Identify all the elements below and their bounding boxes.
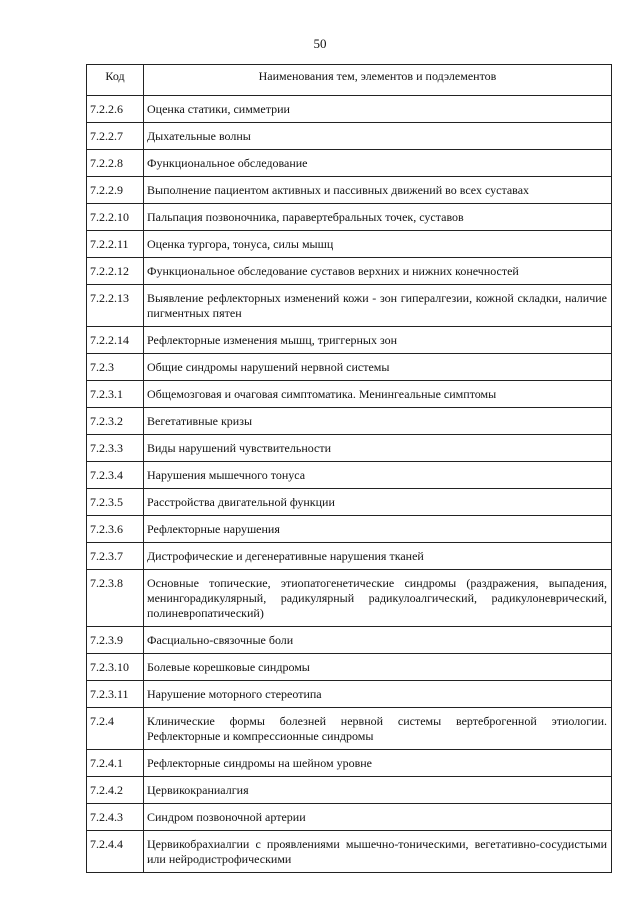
row-name: Вегетативные кризы [144,408,612,435]
row-name: Синдром позвоночной артерии [144,804,612,831]
row-name: Рефлекторные нарушения [144,516,612,543]
row-name: Функциональное обследование суставов верхних и нижних конечностей [144,258,612,285]
row-code: 7.2.3 [87,354,144,381]
table-row [87,177,612,204]
row-code: 7.2.2.14 [87,327,144,354]
row-name: Клинические формы болезней нервной системы вертеброгенной этиологии. Рефлекторные и компрессионные синдромы [144,708,612,750]
table-row [87,231,612,258]
page-number: 50 [313,36,327,51]
table-row [87,804,612,831]
table-row [87,681,612,708]
row-name: Цервикокраниалгия [144,777,612,804]
row-code: 7.2.4.4 [87,831,144,873]
row-code: 7.2.3.11 [87,681,144,708]
row-code: 7.2.3.8 [87,570,144,627]
row-code: 7.2.2.13 [87,285,144,327]
row-code: 7.2.2.9 [87,177,144,204]
table-row [87,777,612,804]
row-code: 7.2.4 [87,708,144,750]
row-code: 7.2.4.1 [87,750,144,777]
table-row [87,408,612,435]
row-code: 7.2.3.5 [87,489,144,516]
table-header-row [87,65,612,96]
row-code: 7.2.2.12 [87,258,144,285]
row-code: 7.2.4.3 [87,804,144,831]
table-row [87,543,612,570]
row-code: 7.2.2.7 [87,123,144,150]
row-code: 7.2.3.7 [87,543,144,570]
topics-table [86,64,612,873]
table-row [87,123,612,150]
table-row [87,654,612,681]
table-row [87,750,612,777]
table-row [87,381,612,408]
table-row [87,258,612,285]
column-header-name: Наименования тем, элементов и подэлементов [144,65,612,96]
row-code: 7.2.2.8 [87,150,144,177]
table-row [87,204,612,231]
row-code: 7.2.2.10 [87,204,144,231]
row-name: Расстройства двигательной функции [144,489,612,516]
table-row [87,708,612,750]
table-row [87,435,612,462]
row-name: Виды нарушений чувствительности [144,435,612,462]
row-code: 7.2.3.6 [87,516,144,543]
table-row [87,96,612,123]
row-name: Цервикобрахиалгии с проявлениями мышечно-тоническими, вегетативно-сосудистыми или нейродистрофическими [144,831,612,873]
row-code: 7.2.3.4 [87,462,144,489]
row-name: Пальпация позвоночника, паравертебральных точек, суставов [144,204,612,231]
table-row [87,570,612,627]
row-code: 7.2.2.11 [87,231,144,258]
row-code: 7.2.2.6 [87,96,144,123]
row-name: Общие синдромы нарушений нервной системы [144,354,612,381]
row-code: 7.2.3.10 [87,654,144,681]
row-name: Оценка статики, симметрии [144,96,612,123]
table-row [87,516,612,543]
row-code: 7.2.3.3 [87,435,144,462]
row-name: Нарушения мышечного тонуса [144,462,612,489]
row-code: 7.2.3.2 [87,408,144,435]
table-body [87,96,612,873]
row-code: 7.2.3.1 [87,381,144,408]
row-name: Основные топические, этиопатогенетические синдромы (раздражения, выпадения, менингорадикулярный, радикулярный радикулоалгический, радикулоневрический, полиневропатический) [144,570,612,627]
column-header-code: Код [87,65,144,96]
row-name: Рефлекторные изменения мышц, триггерных зон [144,327,612,354]
row-code: 7.2.3.9 [87,627,144,654]
row-name: Нарушение моторного стереотипа [144,681,612,708]
row-name: Болевые корешковые синдромы [144,654,612,681]
row-name: Функциональное обследование [144,150,612,177]
table-row [87,327,612,354]
row-name: Выявление рефлекторных изменений кожи - зон гипералгезии, кожной складки, наличие пигментных пятен [144,285,612,327]
row-name: Оценка тургора, тонуса, силы мышц [144,231,612,258]
row-name: Выполнение пациентом активных и пассивных движений во всех суставах [144,177,612,204]
table-row [87,462,612,489]
row-name: Рефлекторные синдромы на шейном уровне [144,750,612,777]
row-code: 7.2.4.2 [87,777,144,804]
table-row [87,627,612,654]
row-name: Дистрофические и дегенеративные нарушения тканей [144,543,612,570]
row-name: Фасциально-связочные боли [144,627,612,654]
table-row [87,489,612,516]
table-row [87,285,612,327]
table-row [87,354,612,381]
table-row [87,150,612,177]
row-name: Общемозговая и очаговая симптоматика. Менингеальные симптомы [144,381,612,408]
row-name: Дыхательные волны [144,123,612,150]
table-row [87,831,612,873]
